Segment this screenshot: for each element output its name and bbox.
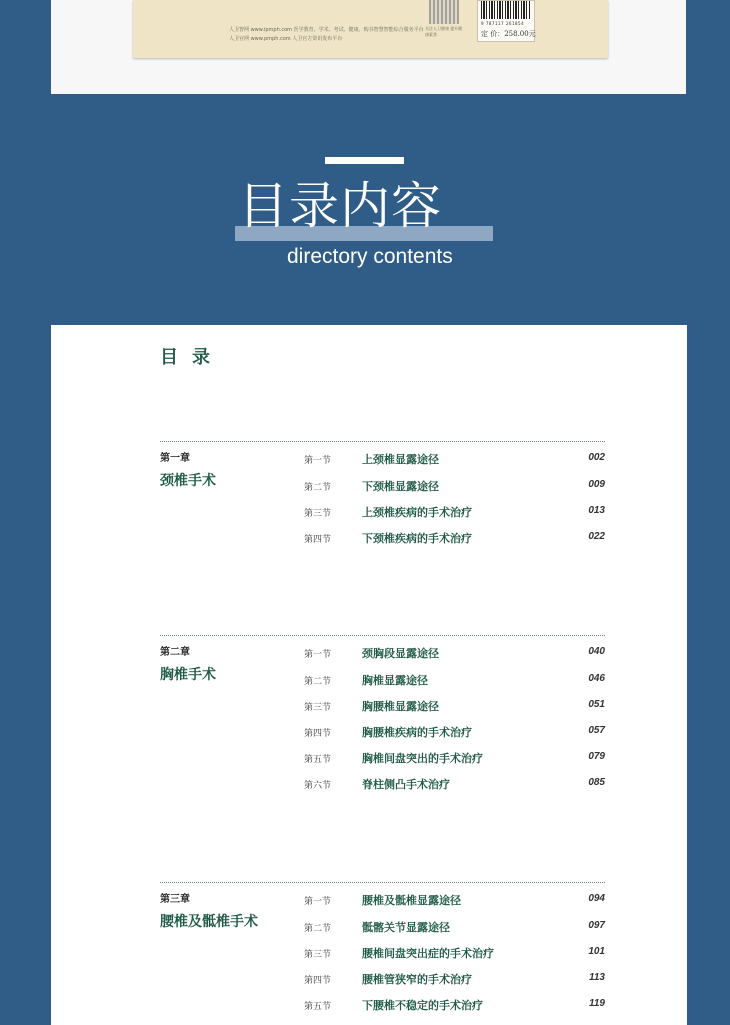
toc-entry[interactable] — [160, 698, 605, 714]
section-subheading: directory contents — [287, 245, 453, 268]
page-number: 022 — [588, 531, 605, 542]
dotted-divider — [160, 635, 605, 636]
book-back-cover — [133, 0, 608, 58]
section-number: 第五节 — [304, 755, 332, 765]
toc-entry[interactable] — [160, 645, 605, 661]
section-title: 下颈椎疾病的手术治疗 — [362, 532, 472, 545]
book-price: 定 价：258.00元 — [481, 30, 536, 38]
chapter-name: 颈椎手术 — [160, 473, 216, 489]
barcode-number: 9 787117 261854 — [481, 21, 525, 26]
chapter-label: 第二章 — [160, 647, 190, 658]
page-number: 079 — [588, 751, 605, 762]
heading-accent-bar — [325, 157, 404, 164]
section-title: 胸椎间盘突出的手术治疗 — [362, 752, 483, 765]
section-number: 第六节 — [304, 781, 332, 791]
barcode-label — [477, 0, 535, 42]
section-number: 第二节 — [304, 677, 332, 687]
page-number: 085 — [588, 777, 605, 788]
toc-entry[interactable] — [160, 750, 605, 766]
section-title: 上颈椎疾病的手术治疗 — [362, 506, 472, 519]
toc-entry[interactable] — [160, 451, 605, 467]
section-number: 第四节 — [304, 535, 332, 545]
section-title: 颈胸段显露途径 — [362, 647, 439, 660]
page-number: 046 — [588, 673, 605, 684]
chapter-label: 第一章 — [160, 453, 190, 464]
section-title: 腰椎及骶椎显露途径 — [362, 894, 461, 907]
page-number: 057 — [588, 725, 605, 736]
toc-entry[interactable] — [160, 997, 605, 1013]
section-title: 腰椎管狭窄的手术治疗 — [362, 973, 472, 986]
chapter-name: 腰椎及骶椎手术 — [160, 914, 258, 930]
section-title: 胸腰椎疾病的手术治疗 — [362, 726, 472, 739]
page-number: 094 — [588, 893, 605, 904]
publisher-line: 人卫智网 www.ipmph.com 医学教育、学术、考试、健康，购书智慧智能综合服务平台 — [229, 27, 424, 33]
section-number: 第二节 — [304, 483, 332, 493]
page-number: 002 — [588, 452, 605, 463]
toc-card — [51, 325, 687, 1025]
toc-entry[interactable] — [160, 971, 605, 987]
toc-entry[interactable] — [160, 672, 605, 688]
section-title: 下腰椎不稳定的手术治疗 — [362, 999, 483, 1012]
section-number: 第一节 — [304, 897, 332, 907]
section-title: 骶髂关节显露途径 — [362, 921, 450, 934]
dotted-divider — [160, 882, 605, 883]
dotted-divider — [160, 441, 605, 442]
page-number: 113 — [589, 972, 605, 983]
section-number: 第四节 — [304, 729, 332, 739]
section-number: 第二节 — [304, 924, 332, 934]
toc-entry[interactable] — [160, 504, 605, 520]
page-number: 013 — [588, 505, 605, 516]
section-heading: 目录内容 — [238, 177, 442, 235]
section-title: 胸椎显露途径 — [362, 674, 428, 687]
toc-entry[interactable] — [160, 919, 605, 935]
toc-entry[interactable] — [160, 530, 605, 546]
page-number: 040 — [588, 646, 605, 657]
section-title: 下颈椎显露途径 — [362, 480, 439, 493]
chapter-label: 第三章 — [160, 894, 190, 905]
section-number: 第一节 — [304, 456, 332, 466]
section-number: 第五节 — [304, 1002, 332, 1012]
book-preview-card — [51, 0, 686, 94]
page-number: 097 — [588, 920, 605, 931]
section-title: 上颈椎显露途径 — [362, 453, 439, 466]
section-title: 脊柱侧凸手术治疗 — [362, 778, 450, 791]
qr-code-icon — [429, 0, 459, 24]
publisher-line: 人卫官网 www.pmph.com 人卫官方资讯发布平台 — [229, 36, 343, 42]
section-number: 第三节 — [304, 950, 332, 960]
section-title: 腰椎间盘突出症的手术治疗 — [362, 947, 494, 960]
toc-entry[interactable] — [160, 892, 605, 908]
page-number: 051 — [588, 699, 605, 710]
toc-entry[interactable] — [160, 478, 605, 494]
page-number: 009 — [588, 479, 605, 490]
section-number: 第一节 — [304, 650, 332, 660]
section-number: 第三节 — [304, 509, 332, 519]
section-number: 第三节 — [304, 703, 332, 713]
page-number: 119 — [589, 998, 605, 1009]
section-title: 胸腰椎显露途径 — [362, 700, 439, 713]
section-number: 第四节 — [304, 976, 332, 986]
qr-caption: 关注人卫健康 提升健康素养 — [425, 26, 463, 37]
barcode-icon — [481, 1, 531, 19]
toc-entry[interactable] — [160, 945, 605, 961]
toc-entry[interactable] — [160, 724, 605, 740]
page-number: 101 — [588, 946, 605, 957]
toc-entry[interactable] — [160, 776, 605, 792]
chapter-name: 胸椎手术 — [160, 667, 216, 683]
toc-title: 目录 — [160, 347, 224, 368]
